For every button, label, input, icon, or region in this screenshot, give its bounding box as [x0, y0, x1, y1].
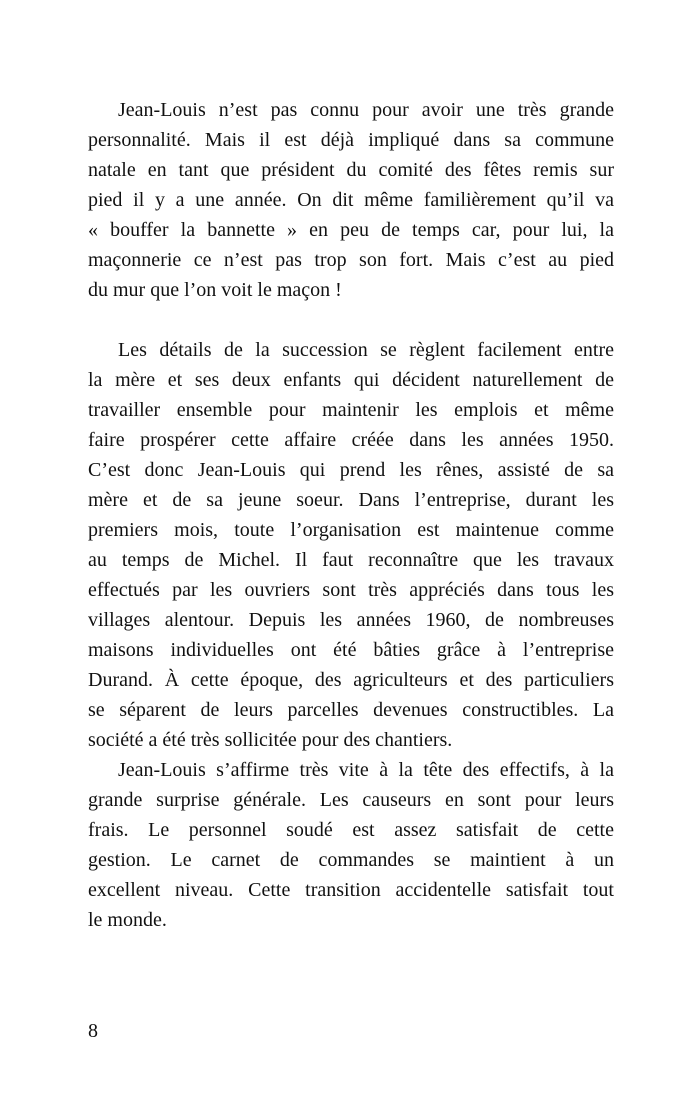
paragraph-1 [88, 95, 614, 305]
paragraph-3 [88, 755, 614, 935]
text-line: villages alentour. Depuis les années 1960, de nombreuses [88, 609, 614, 631]
text-line: le monde. [88, 909, 167, 931]
text-line: Durand. À cette époque, des agriculteurs et des particuliers [88, 669, 614, 691]
text-line: C’est donc Jean-Louis qui prend les rênes, assisté de sa [88, 459, 614, 481]
text-line: grande surprise générale. Les causeurs en sont pour leurs [88, 789, 614, 811]
text-line: pied il y a une année. On dit même familièrement qu’il va [88, 189, 614, 211]
text-line: société a été très sollicitée pour des chantiers. [88, 729, 453, 751]
paragraph-2 [88, 335, 614, 755]
text-line: la mère et ses deux enfants qui décident naturellement de [88, 369, 614, 391]
text-line: au temps de Michel. Il faut reconnaître que les travaux [88, 549, 614, 571]
text-line: maisons individuelles ont été bâties grâce à l’entreprise [88, 639, 614, 661]
text-line: se séparent de leurs parcelles devenues constructibles. La [88, 699, 614, 721]
text-line: premiers mois, toute l’organisation est maintenue comme [88, 519, 614, 541]
page-number: 8 [88, 1020, 98, 1042]
text-line: frais. Le personnel soudé est assez satisfait de cette [88, 819, 614, 841]
text-line: excellent niveau. Cette transition accidentelle satisfait tout [88, 879, 614, 901]
text-line: Jean-Louis s’affirme très vite à la tête des effectifs, à la [118, 759, 614, 781]
text-line: mère et de sa jeune soeur. Dans l’entreprise, durant les [88, 489, 614, 511]
text-line: gestion. Le carnet de commandes se maintient à un [88, 849, 614, 871]
text-line: « bouffer la bannette » en peu de temps car, pour lui, la [88, 219, 614, 241]
text-line: Les détails de la succession se règlent facilement entre [118, 339, 614, 361]
text-line: travailler ensemble pour maintenir les emplois et même [88, 399, 614, 421]
text-line: personnalité. Mais il est déjà impliqué dans sa commune [88, 129, 614, 151]
text-line: natale en tant que président du comité des fêtes remis sur [88, 159, 614, 181]
text-line: du mur que l’on voit le maçon ! [88, 279, 342, 301]
text-line: maçonnerie ce n’est pas trop son fort. Mais c’est au pied [88, 249, 614, 271]
text-line: faire prospérer cette affaire créée dans les années 1950. [88, 429, 614, 451]
text-line: effectués par les ouvriers sont très appréciés dans tous les [88, 579, 614, 601]
text-line: Jean-Louis n’est pas connu pour avoir une très grande [118, 99, 614, 121]
